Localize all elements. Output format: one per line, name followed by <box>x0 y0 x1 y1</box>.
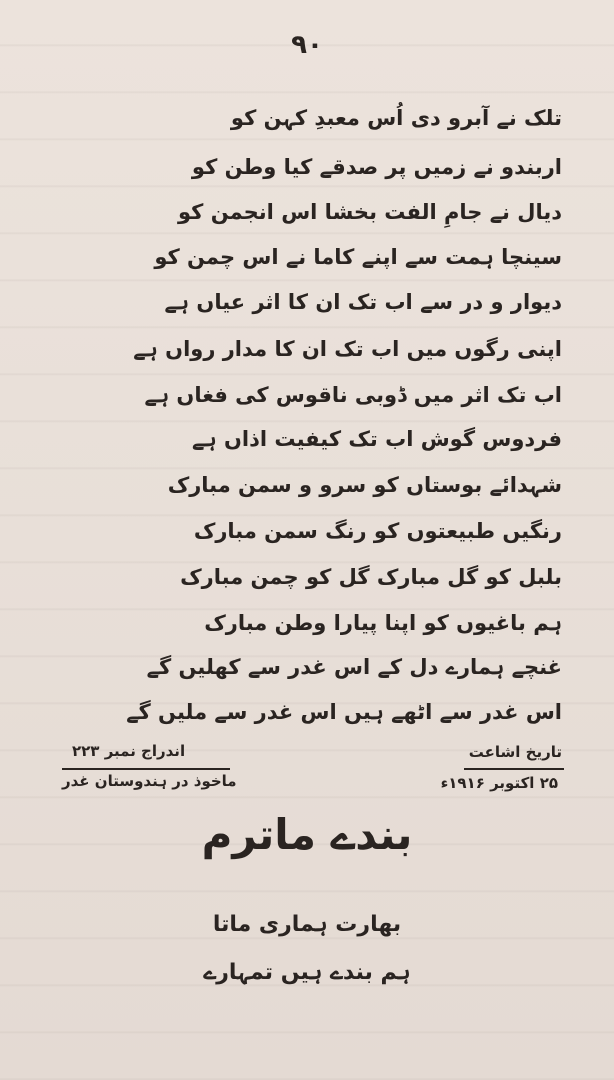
verse-line-3: دیال نے جامِ الفت بخشا اس انجمن کو <box>178 200 562 224</box>
date-underline <box>464 768 564 770</box>
entry-number: اندراج نمبر ۲۲۳ <box>72 742 186 760</box>
source-note: ماخوذ در ہندوستان غدر <box>62 772 237 790</box>
verse-line-4: سینچا ہمت سے اپنے کاما نے اس چمن کو <box>154 245 562 269</box>
verse-line-14: اس غدر سے اٹھے ہیں اس غدر سے ملیں گے <box>126 700 562 724</box>
publication-date-label: تاریخ اشاعت <box>468 743 562 761</box>
verse-line-13: غنچے ہمارے دل کے اس غدر سے کھلیں گے <box>146 655 562 679</box>
entry-underline <box>62 768 230 770</box>
verse-line-6: اپنی رگوں میں اب تک ان کا مدار رواں ہے <box>133 337 562 361</box>
publication-date-value: ۲۵ اکتوبر ۱۹۱۶ء <box>440 774 558 792</box>
verse-line-10: رنگیں طبیعتوں کو رنگ سمن مبارک <box>193 519 562 543</box>
verse-line-11: بلبل کو گل مبارک گل کو چمن مبارک <box>180 565 562 589</box>
heading-bande-mataram: بندے ماترم <box>201 810 413 859</box>
closing-line-1: بھارت ہماری ماتا <box>212 912 402 937</box>
verse-line-1: تلک نے آبرو دی اُس معبدِ کہن کو <box>230 106 562 130</box>
verse-line-8: فردوس گوش اب تک کیفیت اذاں ہے <box>192 427 562 451</box>
verse-line-5: دیوار و در سے اب تک ان کا اثر عیاں ہے <box>164 290 562 314</box>
verse-line-7: اب تک اثر میں ڈوبی ناقوس کی فغاں ہے <box>144 383 562 407</box>
closing-line-2: ہم بندے ہیں تمہارے <box>203 960 411 985</box>
verse-line-9: شہدائے بوستاں کو سرو و سمن مبارک <box>167 473 562 497</box>
verse-line-12: ہم باغیوں کو اپنا پیارا وطن مبارک <box>204 611 562 635</box>
page-number: ۹۰ <box>291 30 323 60</box>
verse-line-2: اربندو نے زمیں پر صدقے کیا وطن کو <box>191 155 562 179</box>
